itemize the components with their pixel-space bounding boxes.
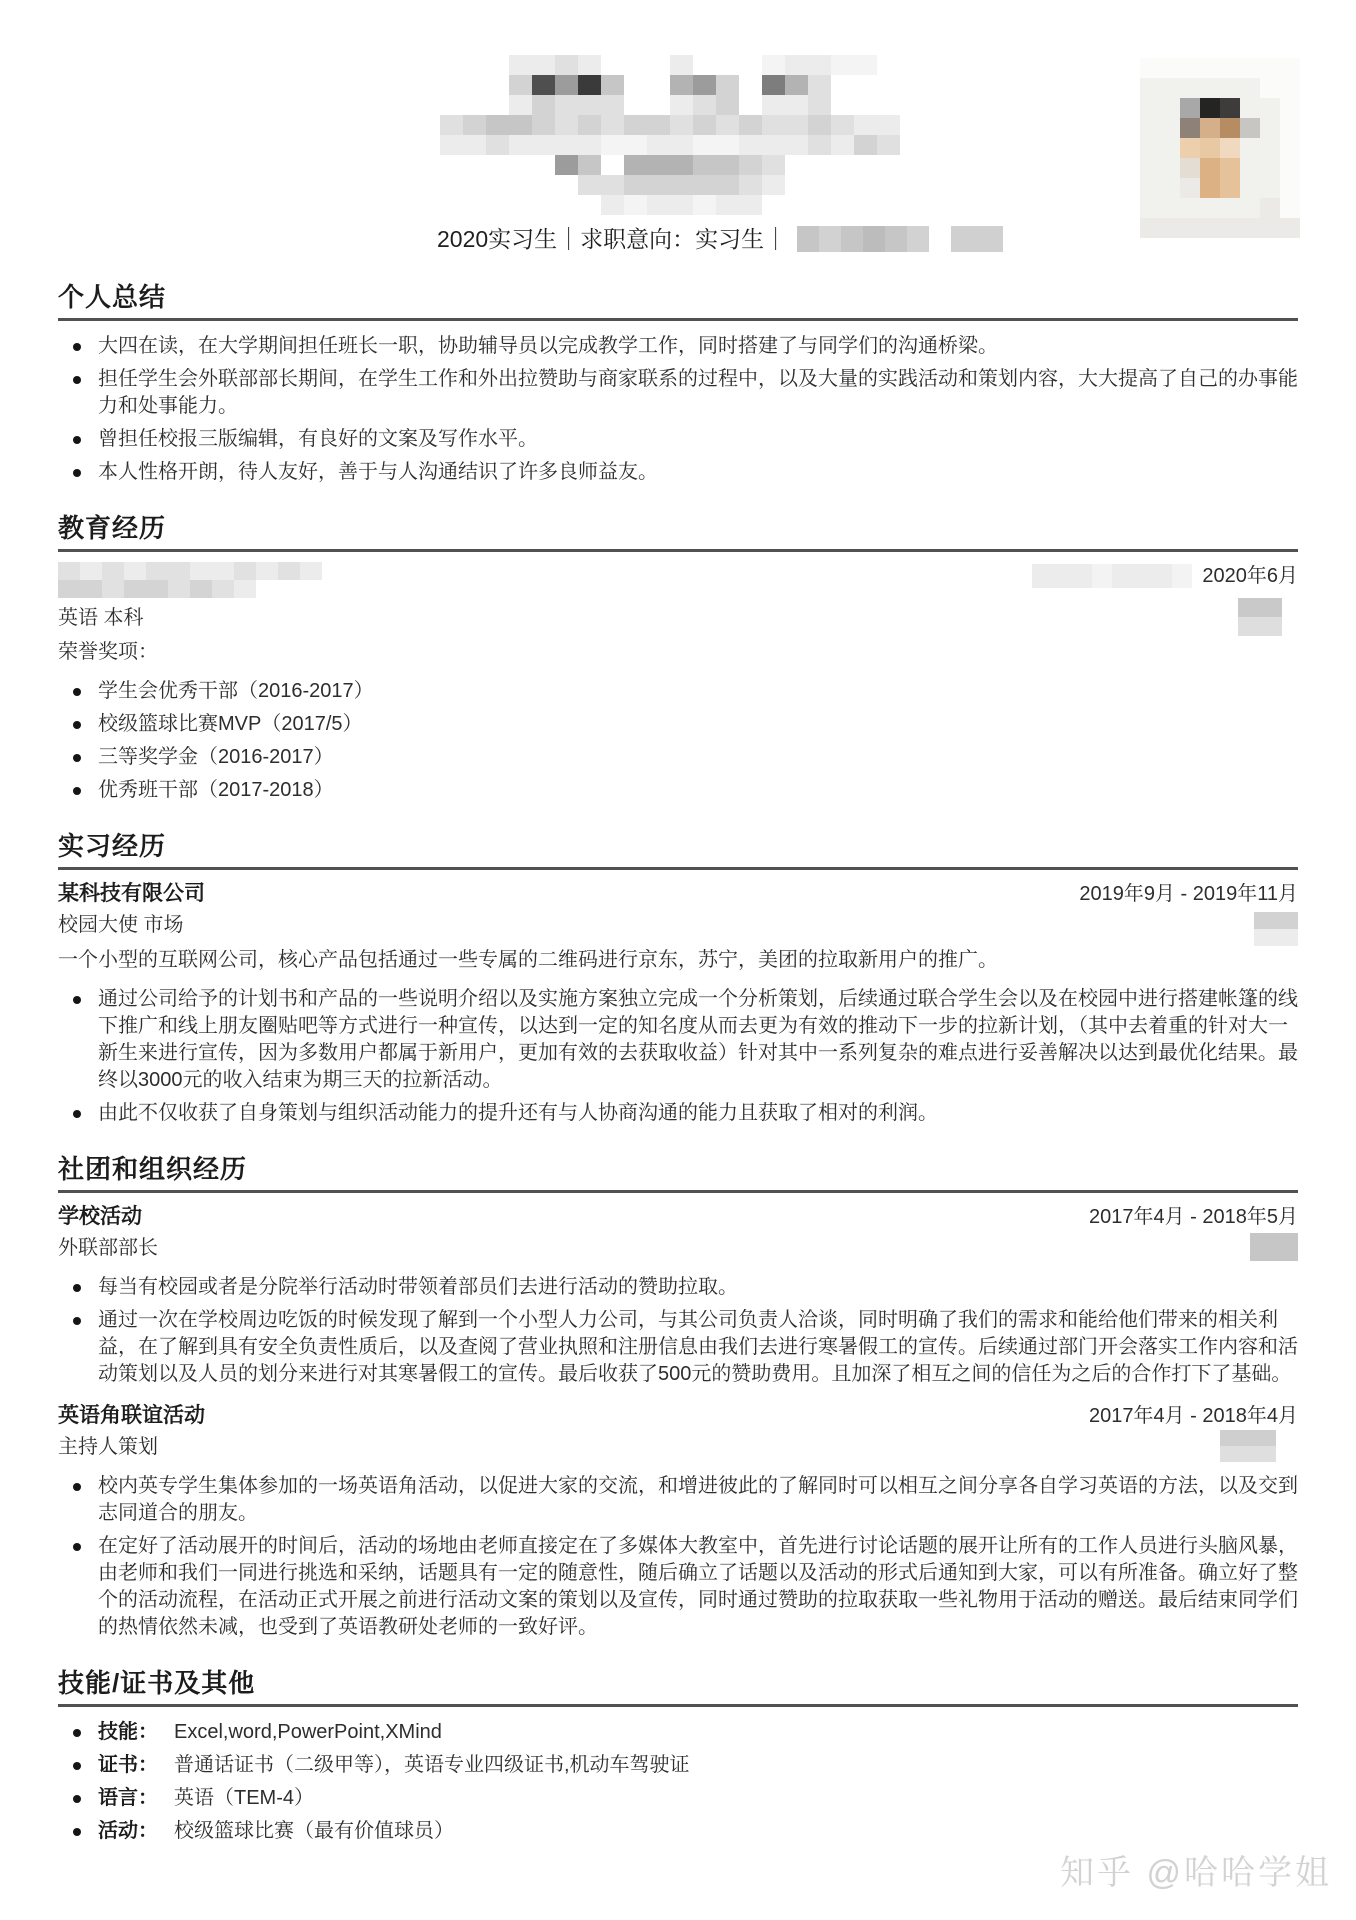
internship-bullet: 由此不仅收获了自身策划与组织活动能力的提升还有与人协商沟通的能力且获取了相对的利润。 [58, 1100, 1298, 1127]
redacted-education-detail [1238, 598, 1282, 636]
skill-value: 英语（TEM-4） [174, 1787, 314, 1809]
internship-bullet-list [58, 986, 1298, 1127]
internship-entry-head [58, 880, 1298, 908]
honor-item: 校级篮球比赛MVP（2017/5） [58, 711, 1298, 738]
activity-bullet: 在定好了活动展开的时间后，活动的场地由老师直接定在了多媒体大教室中，首先进行讨论话题的展开让所有的工作人员进行头脑风暴，由老师和我们一同进行挑选和采纳，话题具有一定的随意性，随后确立了话题以及活动的形式后通知到大家，可以有所准备。确立好了整个的活动流程，在活动正式开展之前进行活动文案的策划以及宣传，同时通过赞助的拉取获取一些礼物用于活动的赠送。最后结束同学们的热情依然未减，也受到了英语教研处老师的一致好评。 [58, 1533, 1298, 1641]
skill-item [58, 1818, 1298, 1845]
watermark: 知乎 @哈哈学姐 [1060, 1854, 1332, 1892]
honor-item: 三等奖学金（2016-2017） [58, 744, 1298, 771]
activity-bullet-list [58, 1274, 1298, 1388]
section-title-skills: 技能/证书及其他 [58, 1667, 1298, 1707]
internship-bullet: 通过公司给予的计划书和产品的一些说明介绍以及实施方案独立完成一个分析策划，后续通过联合学生会以及在校园中进行搭建帐篷的线下推广和线上朋友圈贴吧等方式进行一种宣传，以达到一定的知名度从而去更为有效的推动下一步的拉新计划，（其中去着重的针对大一新生来进行宣传，因为多数用户都属于新用户，更加有效的去获取收益）针对其中一系列复杂的难点进行妥善解决以达到最优化结果。最终以3000元的收入结束为期三天的拉新活动。 [58, 986, 1298, 1094]
activity-bullet-list [58, 1473, 1298, 1641]
internship-date: 2019年9月 - 2019年11月 [1079, 883, 1298, 905]
activity-role: 主持人策划 [58, 1436, 158, 1458]
skill-label: 活动： [98, 1820, 158, 1842]
skill-value: 校级篮球比赛（最有价值球员） [174, 1820, 454, 1842]
education-entry [58, 562, 1298, 804]
activity-date: 2017年4月 - 2018年4月 [1088, 1405, 1298, 1427]
honor-item: 优秀班干部（2017-2018） [58, 777, 1298, 804]
education-date: 2020年6月 [1202, 565, 1298, 587]
section-title-education: 教育经历 [58, 512, 1298, 552]
honor-item: 学生会优秀干部（2016-2017） [58, 678, 1298, 705]
skill-value: Excel,word,PowerPoint,XMind [174, 1721, 442, 1743]
section-internship [58, 830, 1298, 1127]
resume-header [0, 55, 1356, 255]
activity-bullet: 通过一次在学校周边吃饭的时候发现了解到一个小型人力公司，与其公司负责人洽谈，同时明确了我们的需求和能给他们带来的相关利益，在了解到具有安全负责性质后，以及查阅了营业执照和注册信息由我们去进行寒暑假工的宣传。后续通过部门开会落实工作内容和活动策划以及人员的划分来进行对其寒暑假工的宣传。最后收获了500元的赞助费用。且加深了相互之间的信任为之后的合作打下了基础。 [58, 1307, 1298, 1388]
education-degree: 英语 本科 [58, 607, 144, 629]
redacted-education-location [1032, 564, 1192, 588]
section-title-personal-summary: 个人总结 [58, 281, 1298, 321]
activity-name: 学校活动 [58, 1205, 142, 1228]
resume-body [0, 281, 1356, 1845]
section-personal-summary [58, 281, 1298, 486]
redacted-tagline-extra [951, 226, 1003, 252]
section-skills [58, 1667, 1298, 1845]
summary-bullet: 曾担任校报三版编辑，有良好的文案及写作水平。 [58, 426, 1298, 453]
redacted-activity-detail [1220, 1430, 1276, 1462]
section-title-organizations: 社团和组织经历 [58, 1153, 1298, 1193]
education-head-right [1032, 562, 1298, 590]
organization-entry [58, 1203, 1298, 1388]
summary-bullet-list [58, 333, 1298, 486]
redacted-activity-detail [1250, 1233, 1298, 1261]
summary-bullet: 大四在读，在大学期间担任班长一职，协助辅导员以完成教学工作，同时搭建了与同学们的沟通桥梁。 [58, 333, 1298, 360]
activity-bullet: 每当有校园或者是分院举行活动时带领着部员们去进行活动的赞助拉取。 [58, 1274, 1298, 1301]
organization-entry [58, 1402, 1298, 1641]
section-education [58, 512, 1298, 804]
skill-value: 普通话证书（二级甲等），英语专业四级证书,机动车驾驶证 [174, 1754, 690, 1776]
skill-item [58, 1785, 1298, 1812]
education-entry-head [58, 562, 1298, 598]
honors-list [58, 678, 1298, 804]
summary-bullet: 担任学生会外联部部长期间，在学生工作和外出拉赞助与商家联系的过程中，以及大量的实践活动和策划内容，大大提高了自己的办事能力和处事能力。 [58, 366, 1298, 420]
activity-bullet: 校内英专学生集体参加的一场英语角活动，以促进大家的交流，和增进彼此的了解同时可以相互之间分享各自学习英语的方法，以及交到志同道合的朋友。 [58, 1473, 1298, 1527]
redacted-internship-detail [1254, 912, 1298, 946]
company-name: 某科技有限公司 [58, 882, 205, 905]
skill-label: 技能： [98, 1721, 158, 1743]
skill-label: 语言： [98, 1787, 158, 1809]
skills-list [58, 1719, 1298, 1845]
skill-label: 证书： [98, 1754, 158, 1776]
tagline-text: 2020实习生｜求职意向：实习生｜ [437, 226, 788, 252]
activity-role: 外联部部长 [58, 1237, 158, 1259]
organization-entry-head [58, 1203, 1298, 1231]
internship-entry [58, 880, 1298, 1127]
honors-label: 荣誉奖项： [58, 641, 158, 663]
skill-item [58, 1752, 1298, 1779]
section-title-internship: 实习经历 [58, 830, 1298, 870]
redacted-school-name [58, 562, 322, 598]
profile-photo [1140, 58, 1300, 238]
section-organizations [58, 1153, 1298, 1641]
redacted-tagline-city [797, 226, 929, 252]
internship-role: 校园大使 市场 [58, 914, 184, 936]
activity-date: 2017年4月 - 2018年5月 [1088, 1206, 1298, 1228]
organization-entry-head [58, 1402, 1298, 1430]
skill-item [58, 1719, 1298, 1746]
internship-intro: 一个小型的互联网公司，核心产品包括通过一些专属的二维码进行京东，苏宁，美团的拉取新用户的推广。 [58, 949, 998, 971]
activity-name: 英语角联谊活动 [58, 1404, 205, 1427]
summary-bullet: 本人性格开朗，待人友好，善于与人沟通结识了许多良师益友。 [58, 459, 1298, 486]
